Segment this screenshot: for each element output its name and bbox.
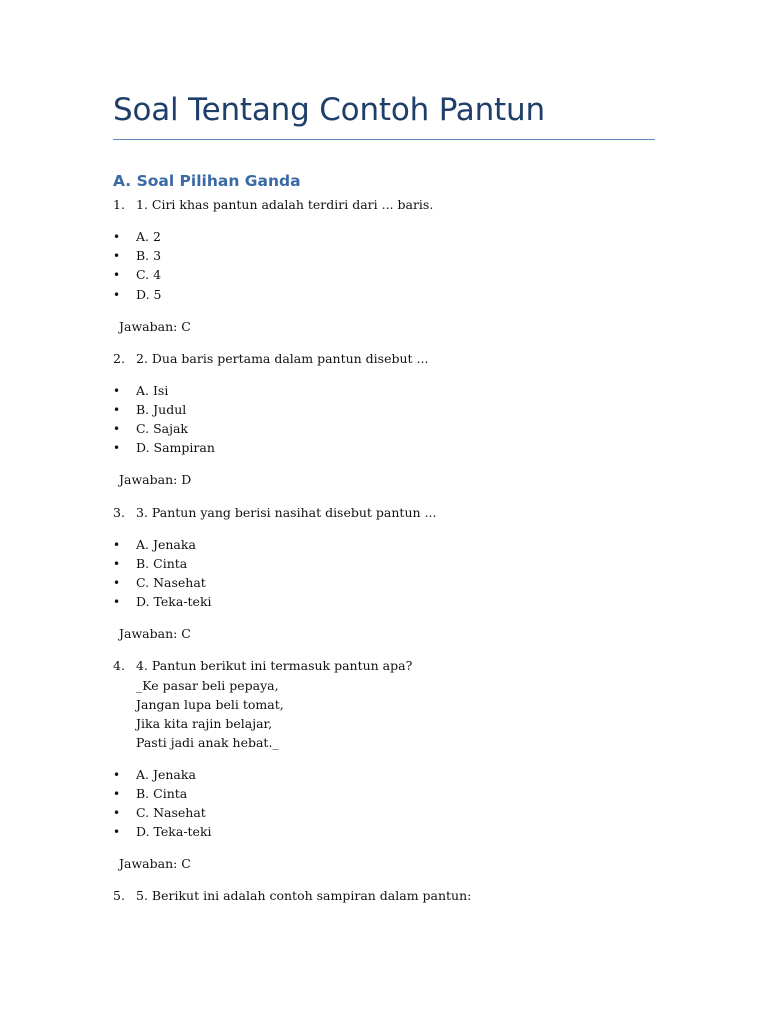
option-text: B. Judul: [136, 402, 187, 417]
option-text: D. Teka-teki: [136, 594, 212, 609]
bullet-icon: •: [113, 768, 121, 782]
pantun-line: _Ke pasar beli pepaya,: [136, 678, 279, 693]
question-number: 2.: [113, 351, 125, 366]
bullet-icon: •: [113, 787, 121, 801]
section-heading: A. Soal Pilihan Ganda: [113, 172, 301, 190]
question-number: 3.: [113, 505, 125, 520]
option-item: [113, 421, 188, 436]
question-text: 5. Berikut ini adalah contoh sampiran dalam pantun:: [136, 888, 472, 903]
question-text: 4. Pantun berikut ini termasuk pantun apa?: [136, 658, 413, 673]
bullet-icon: •: [113, 557, 121, 571]
question-number: 1.: [113, 197, 125, 212]
option-item: [113, 287, 161, 302]
bullet-icon: •: [113, 384, 121, 398]
answer-text: Jawaban: C: [119, 626, 191, 641]
option-item: [113, 556, 187, 571]
question-3: [113, 505, 436, 520]
bullet-icon: •: [113, 806, 121, 820]
option-text: B. Cinta: [136, 786, 188, 801]
bullet-icon: •: [113, 288, 121, 302]
question-text: 3. Pantun yang berisi nasihat disebut pantun ...: [136, 505, 437, 520]
option-text: A. Jenaka: [136, 767, 196, 782]
bullet-icon: •: [113, 576, 121, 590]
bullet-icon: •: [113, 422, 121, 436]
answer-text: Jawaban: C: [119, 856, 191, 871]
option-text: C. Nasehat: [136, 575, 206, 590]
question-text: 1. Ciri khas pantun adalah terdiri dari ... baris.: [136, 197, 434, 212]
option-item: [113, 786, 187, 801]
option-text: B. 3: [136, 248, 162, 263]
answer-text: Jawaban: D: [119, 472, 192, 487]
bullet-icon: •: [113, 268, 121, 282]
answer-text: Jawaban: C: [119, 319, 191, 334]
document-title: Soal Tentang Contoh Pantun: [113, 92, 545, 128]
option-item: [113, 402, 186, 417]
bullet-icon: •: [113, 441, 121, 455]
option-item: [113, 229, 161, 244]
option-text: C. Sajak: [136, 421, 188, 436]
bullet-icon: •: [113, 595, 121, 609]
option-text: D. Teka-teki: [136, 824, 212, 839]
pantun-line: Jangan lupa beli tomat,: [136, 697, 284, 712]
bullet-icon: •: [113, 538, 121, 552]
bullet-icon: •: [113, 249, 121, 263]
option-text: D. Sampiran: [136, 440, 215, 455]
question-2: [113, 351, 428, 366]
question-5: [113, 888, 471, 903]
option-text: C. 4: [136, 267, 162, 282]
option-item: [113, 824, 212, 839]
question-4: [113, 658, 412, 673]
question-number: 5.: [113, 888, 125, 903]
option-text: D. 5: [136, 287, 162, 302]
option-item: [113, 575, 206, 590]
option-item: [113, 805, 206, 820]
option-text: A. Jenaka: [136, 537, 196, 552]
question-number: 4.: [113, 658, 125, 673]
option-item: [113, 594, 212, 609]
bullet-icon: •: [113, 230, 121, 244]
pantun-line: Pasti jadi anak hebat._: [136, 735, 279, 750]
option-text: A. Isi: [136, 383, 169, 398]
question-text: 2. Dua baris pertama dalam pantun disebut ...: [136, 351, 429, 366]
option-item: [113, 767, 196, 782]
option-text: B. Cinta: [136, 556, 188, 571]
option-item: [113, 537, 196, 552]
pantun-line: Jika kita rajin belajar,: [136, 716, 273, 731]
option-item: [113, 248, 161, 263]
option-item: [113, 383, 168, 398]
option-item: [113, 440, 215, 455]
question-1: [113, 197, 433, 212]
option-text: C. Nasehat: [136, 805, 206, 820]
bullet-icon: •: [113, 825, 121, 839]
option-text: A. 2: [136, 229, 161, 244]
option-item: [113, 267, 161, 282]
title-underline: [113, 139, 655, 140]
bullet-icon: •: [113, 403, 121, 417]
